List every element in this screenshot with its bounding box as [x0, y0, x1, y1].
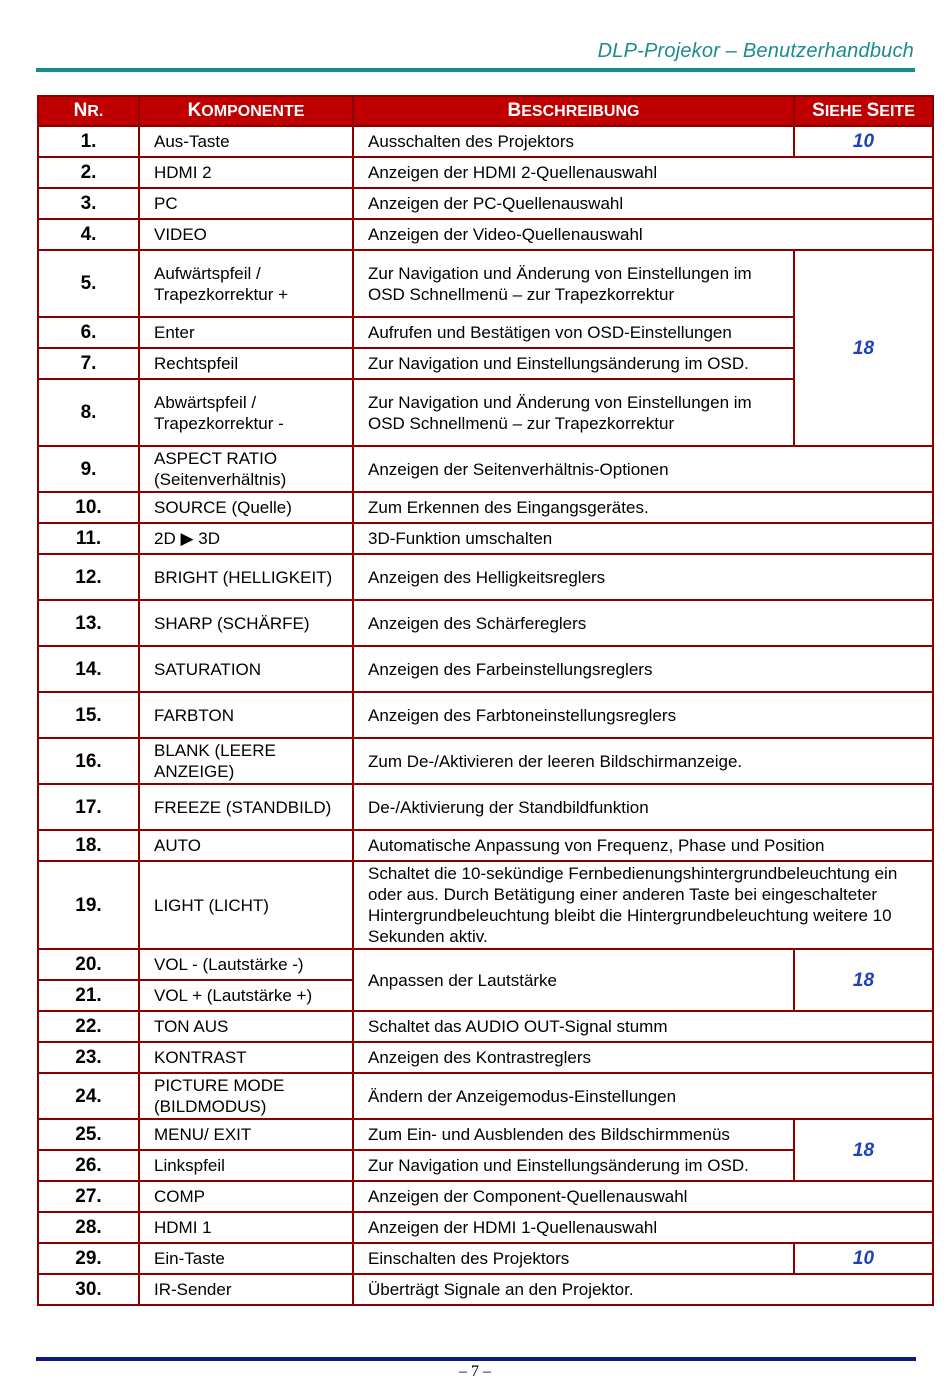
- table-row: [38, 219, 933, 250]
- table-row: [38, 446, 933, 492]
- row-description: Ausschalten des Projektors: [353, 126, 794, 157]
- row-description: Anzeigen des Farbeinstellungsreglers: [353, 646, 933, 692]
- row-component: KONTRAST: [139, 1042, 353, 1073]
- row-number: 4.: [38, 219, 139, 250]
- table-row: [38, 1243, 933, 1274]
- footer-divider: [36, 1357, 916, 1361]
- row-page-ref: 18: [794, 949, 933, 1011]
- row-component: 2D ▶ 3D: [139, 523, 353, 554]
- row-component: VOL - (Lautstärke -): [139, 949, 353, 980]
- row-description: Zum Ein- und Ausblenden des Bildschirmmenüs: [353, 1119, 794, 1150]
- row-description: Anzeigen der HDMI 1-Quellenauswahl: [353, 1212, 933, 1243]
- row-number: 16.: [38, 738, 139, 784]
- page-number: – 7 –: [459, 1363, 491, 1380]
- header-component: KOMPONENTE: [139, 96, 353, 126]
- row-component: Linkspfeil: [139, 1150, 353, 1181]
- row-description: Zum Erkennen des Eingangsgerätes.: [353, 492, 933, 523]
- row-description: Zur Navigation und Änderung von Einstellungen im OSD Schnellmenü – zur Trapezkorrektur: [353, 379, 794, 446]
- row-description: Schaltet das AUDIO OUT-Signal stumm: [353, 1011, 933, 1042]
- row-component: HDMI 2: [139, 157, 353, 188]
- row-number: 13.: [38, 600, 139, 646]
- row-number: 14.: [38, 646, 139, 692]
- row-description: Anzeigen der Seitenverhältnis-Optionen: [353, 446, 933, 492]
- row-description: Aufrufen und Bestätigen von OSD-Einstellungen: [353, 317, 794, 348]
- header-description: BESCHREIBUNG: [353, 96, 794, 126]
- row-description: Anpassen der Lautstärke: [353, 949, 794, 1011]
- table-row: [38, 250, 933, 317]
- table-row: [38, 830, 933, 861]
- row-number: 11.: [38, 523, 139, 554]
- row-number: 2.: [38, 157, 139, 188]
- table-row: [38, 523, 933, 554]
- row-number: 26.: [38, 1150, 139, 1181]
- row-component: SATURATION: [139, 646, 353, 692]
- row-description: Zur Navigation und Einstellungsänderung im OSD.: [353, 348, 794, 379]
- row-number: 23.: [38, 1042, 139, 1073]
- row-component: HDMI 1: [139, 1212, 353, 1243]
- table-row: [38, 646, 933, 692]
- row-component: Abwärtspfeil / Trapezkorrektur -: [139, 379, 353, 446]
- row-description: Überträgt Signale an den Projektor.: [353, 1274, 933, 1305]
- row-description: Anzeigen des Helligkeitsreglers: [353, 554, 933, 600]
- row-number: 10.: [38, 492, 139, 523]
- row-number: 1.: [38, 126, 139, 157]
- table-row: [38, 1042, 933, 1073]
- row-number: 5.: [38, 250, 139, 317]
- row-description: Anzeigen der HDMI 2-Quellenauswahl: [353, 157, 933, 188]
- row-component: Ein-Taste: [139, 1243, 353, 1274]
- row-number: 29.: [38, 1243, 139, 1274]
- table-row: [38, 1212, 933, 1243]
- row-description: Zum De-/Aktivieren der leeren Bildschirmanzeige.: [353, 738, 933, 784]
- row-description: Schaltet die 10-sekündige Fernbedienungshintergrundbeleuchtung ein oder aus. Durch Betätigung einer anderen Taste bei eingeschalteter Hintergrundbeleuchtung bleibt die Hintergrundbeleuchtung weitere 10 Sekunden aktiv.: [353, 861, 933, 949]
- row-description: Anzeigen des Schärfereglers: [353, 600, 933, 646]
- row-number: 17.: [38, 784, 139, 830]
- table-row: [38, 1073, 933, 1119]
- row-number: 8.: [38, 379, 139, 446]
- row-number: 7.: [38, 348, 139, 379]
- row-page-ref: 10: [794, 126, 933, 157]
- table-row: [38, 784, 933, 830]
- row-number: 20.: [38, 949, 139, 980]
- row-description: 3D-Funktion umschalten: [353, 523, 933, 554]
- header-divider: [36, 68, 915, 72]
- row-description: Anzeigen des Kontrastreglers: [353, 1042, 933, 1073]
- row-description: Ändern der Anzeigemodus-Einstellungen: [353, 1073, 933, 1119]
- component-table: [37, 95, 934, 1306]
- header-page: SIEHE SEITE: [794, 96, 933, 126]
- table-row: [38, 692, 933, 738]
- row-number: 6.: [38, 317, 139, 348]
- row-number: 9.: [38, 446, 139, 492]
- table-row: [38, 1119, 933, 1150]
- document-header-title: DLP-Projekor – Benutzerhandbuch: [597, 40, 914, 62]
- row-number: 21.: [38, 980, 139, 1011]
- table-header-row: [38, 96, 933, 126]
- row-component: Enter: [139, 317, 353, 348]
- row-number: 3.: [38, 188, 139, 219]
- row-description: De-/Aktivierung der Standbildfunktion: [353, 784, 933, 830]
- row-number: 30.: [38, 1274, 139, 1305]
- row-component: Aus-Taste: [139, 126, 353, 157]
- row-component: SHARP (SCHÄRFE): [139, 600, 353, 646]
- table-row: [38, 492, 933, 523]
- row-component: PC: [139, 188, 353, 219]
- table-row: [38, 188, 933, 219]
- row-page-ref: 18: [794, 1119, 933, 1181]
- row-number: 22.: [38, 1011, 139, 1042]
- table-row: [38, 157, 933, 188]
- row-component: ASPECT RATIO (Seitenverhältnis): [139, 446, 353, 492]
- table-row: [38, 1181, 933, 1212]
- row-number: 12.: [38, 554, 139, 600]
- row-page-ref: 10: [794, 1243, 933, 1274]
- row-component: PICTURE MODE (BILDMODUS): [139, 1073, 353, 1119]
- header-nr: NR.: [38, 96, 139, 126]
- row-component: TON AUS: [139, 1011, 353, 1042]
- row-description: Anzeigen der Component-Quellenauswahl: [353, 1181, 933, 1212]
- row-description: Zur Navigation und Änderung von Einstellungen im OSD Schnellmenü – zur Trapezkorrektur: [353, 250, 794, 317]
- table-row: [38, 861, 933, 949]
- row-description: Zur Navigation und Einstellungsänderung im OSD.: [353, 1150, 794, 1181]
- row-number: 27.: [38, 1181, 139, 1212]
- row-component: BRIGHT (HELLIGKEIT): [139, 554, 353, 600]
- row-component: FARBTON: [139, 692, 353, 738]
- row-component: COMP: [139, 1181, 353, 1212]
- table-row: [38, 949, 933, 980]
- row-component: LIGHT (LICHT): [139, 861, 353, 949]
- row-component: SOURCE (Quelle): [139, 492, 353, 523]
- row-component: VOL + (Lautstärke +): [139, 980, 353, 1011]
- row-number: 19.: [38, 861, 139, 949]
- row-component: MENU/ EXIT: [139, 1119, 353, 1150]
- row-description: Anzeigen der Video-Quellenauswahl: [353, 219, 933, 250]
- row-number: 24.: [38, 1073, 139, 1119]
- table-row: [38, 600, 933, 646]
- table-row: [38, 1011, 933, 1042]
- row-number: 25.: [38, 1119, 139, 1150]
- row-component: Aufwärtspfeil / Trapezkorrektur +: [139, 250, 353, 317]
- row-component: BLANK (LEERE ANZEIGE): [139, 738, 353, 784]
- row-description: Einschalten des Projektors: [353, 1243, 794, 1274]
- row-component: FREEZE (STANDBILD): [139, 784, 353, 830]
- table-row: [38, 126, 933, 157]
- row-component: Rechtspfeil: [139, 348, 353, 379]
- row-page-ref: 18: [794, 250, 933, 446]
- table-row: [38, 738, 933, 784]
- row-description: Anzeigen der PC-Quellenauswahl: [353, 188, 933, 219]
- row-description: Automatische Anpassung von Frequenz, Phase und Position: [353, 830, 933, 861]
- row-number: 28.: [38, 1212, 139, 1243]
- row-number: 18.: [38, 830, 139, 861]
- table-row: [38, 1274, 933, 1305]
- table-row: [38, 554, 933, 600]
- row-component: AUTO: [139, 830, 353, 861]
- row-component: IR-Sender: [139, 1274, 353, 1305]
- row-number: 15.: [38, 692, 139, 738]
- row-component: VIDEO: [139, 219, 353, 250]
- row-description: Anzeigen des Farbtoneinstellungsreglers: [353, 692, 933, 738]
